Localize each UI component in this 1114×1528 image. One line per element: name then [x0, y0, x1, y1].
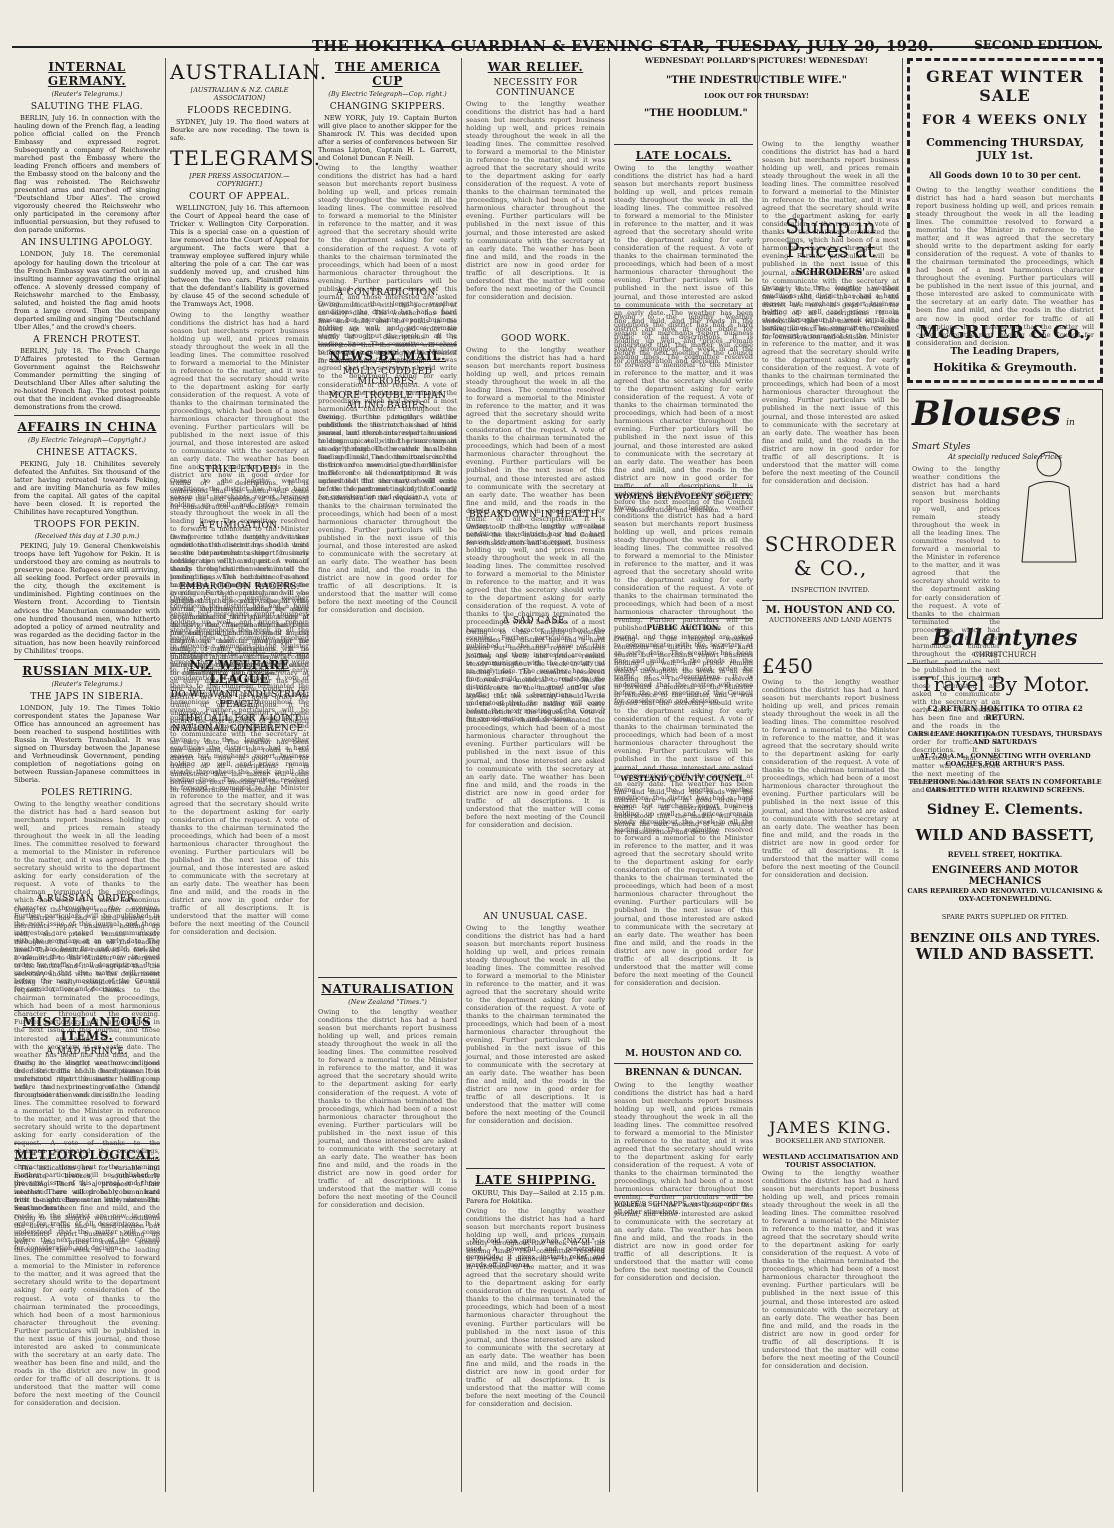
sale-title: GREAT WINTER SALE — [926, 67, 1084, 105]
subheadline: STRIKE ENDED. — [198, 464, 281, 475]
masthead — [12, 8, 1102, 55]
subheadline: CHANGING SKIPPERS. — [329, 102, 446, 112]
column-rule — [757, 58, 758, 1492]
wolfe-ad: WOLFE'S SCHNAPPS, vastly superior to all other stimulants. — [614, 1200, 749, 1216]
theatre-ad — [614, 56, 899, 136]
benzine: BENZINE OILS AND TYRES. — [909, 931, 1101, 945]
article-text: BERLIN, July 16. In connection with the hauling down of the French flag, a leading police official called on the French Embassy and expressed regret. Subsequently a company of Reichswehr marched past the Embassy where the leading French officers and members of the Embassy stood on the balcony and the flag was rehoisted. The Reichswehr presented arms and marched off singing "Deutschland Uber Alles". The crowd vigorously cheered the Reichswehr who only participated in the ceremony after influential persuasion, but they refused to don parade uniforms. — [14, 114, 160, 235]
subheadline: AN INSULTING APOLOGY. — [21, 238, 153, 249]
article-filler — [762, 140, 899, 210]
theatre-line: LOOK OUT FOR THURSDAY! — [704, 92, 809, 100]
subheadline: DO WE WANT INDUSTRIAL PEACE? — [170, 689, 309, 710]
wild-bassett-2: WILD AND BASSETT. — [915, 945, 1095, 963]
article-text: The indications are for variable and moderate breezes, south-westerly prevailing. There is a prospect of fair weather. There will probably be a hard frost to-night. Barometer little movement. Seas moderate. — [14, 1164, 160, 1213]
sale-text — [916, 186, 1094, 316]
lady-figure-icon — [1004, 442, 1094, 562]
newspaper-title: THE HOKITIKA GUARDIAN & EVENING STAR, TUESDAY, JULY 20, 1920. — [312, 38, 935, 55]
acclim: WESTLAND ACCLIMATISATION AND TOURIST ASSOCIATION. — [762, 1153, 899, 1169]
repairs: CARS REPAIRED AND RENOVATED. VULCANISING & OXY-ACETONEWELDING. — [907, 887, 1103, 903]
headline: WAR RELIEF. — [487, 60, 584, 74]
classifieds — [614, 313, 753, 483]
blouse-list — [912, 465, 1000, 625]
divider — [14, 415, 160, 416]
article-text: PEKING, July 18. Chihilites severely defeated the Anfuites. Six thousand of the latter having retreated towards Peking, and are inviting Manchuria as few miles from the capital. All gates of the capital have been closed. It is reported the Chihilites have recaptured Yongthun. — [14, 460, 160, 517]
column-rule — [609, 58, 610, 1492]
blouses-sub: in Smart Styles — [912, 418, 1075, 452]
byline: (New Zealand "Times.") — [348, 998, 427, 1007]
ballantynes: Ballantynes — [932, 625, 1078, 651]
article-filler — [466, 628, 605, 908]
article-text: LONDON, July 19. The Times Tokio correspondent states the Japanese War Office has announced an agreement has been reached to suspend hostilities with Russia in Western Transbaikal. It was signed on Thursday between the Japanese and Verhneudinsk Government, pending completion of negotiations going on between Russian-Japanese committees in Siberia. — [14, 703, 160, 784]
article-filler — [318, 413, 457, 973]
article-filler — [614, 1081, 753, 1191]
column-rule — [902, 58, 903, 1492]
houston-ad: M. HOUSTON AND CO. — [765, 605, 896, 616]
article-text: BERLIN, July 18. The French Charge D'Affaires protested to the German Government against the Reichswehr Commander permitting the singing of Deutschland Uber Alles after saluting the re-hoisted French flag. The protest points out that the incident evoked disagreeable demonstrations from the crowd. — [14, 346, 160, 411]
headline: LATE LOCALS. — [635, 149, 732, 162]
slump-ad: Prices at — [785, 238, 876, 262]
byline: (Reuter's Telegrams.) — [51, 679, 123, 688]
headline: TELEGRAMS. — [170, 146, 322, 171]
subheadline: MOLLY-CODDLED MICROBES. — [342, 367, 433, 388]
subheadline: A FRENCH PROTEST. — [33, 334, 141, 345]
divider — [318, 977, 457, 978]
headline: NATURALISATION — [321, 982, 454, 997]
column-1 — [14, 56, 160, 1496]
headline: AFFAIRS IN CHINA — [17, 420, 157, 435]
edition-label: SECOND EDITION. — [974, 38, 1102, 52]
subheadline: A CONTRADICTION. — [336, 288, 439, 299]
subheadline: A MAD PRINCE. — [46, 1047, 128, 1057]
article-filler — [170, 477, 309, 517]
subheadline: MORE TROUBLE THAN AILING BABIES. — [328, 391, 447, 412]
leading-drapers: The Leading Drapers, — [950, 347, 1060, 357]
houston-name: M. HOUSTON AND CO. — [625, 1049, 742, 1059]
sale-ad — [907, 58, 1103, 383]
subheadline: POLES RETIRING. — [41, 788, 133, 798]
byline: [PER PRESS ASSOCIATION.—COPYRIGHT.] — [189, 172, 290, 189]
article-filler — [318, 300, 457, 340]
article-filler — [170, 533, 309, 578]
blouses-sub2: At specially reduced Sale Prices — [948, 453, 1062, 461]
slump-ad: SCHRODERS' — [796, 268, 865, 278]
article-filler — [170, 736, 309, 1416]
sale-weeks: FOR 4 WEEKS ONLY — [922, 113, 1088, 128]
column-2 — [170, 56, 328, 1496]
inspection: INSPECTION INVITED. — [791, 586, 870, 594]
divider — [466, 1168, 605, 1169]
subheadline: SALUTING THE FLAG. — [30, 102, 144, 112]
slump-ad: Slump in — [785, 214, 876, 238]
article-filler — [614, 164, 753, 304]
subheadline: BREAKDOWN IN HEALTH. — [469, 510, 602, 520]
byline: (Received this day at 1.30 p.m.) — [34, 532, 140, 541]
subheadline: A FUMIGATION. — [198, 520, 281, 531]
article-filler — [14, 906, 160, 1006]
subheadline: THE CALL FOR A JOINT NATIONAL CONFERENCE. — [172, 713, 307, 734]
article-filler — [318, 1008, 457, 1528]
divider — [614, 144, 753, 145]
column-5 — [614, 140, 753, 1496]
wild-bassett: WILD AND BASSETT, — [915, 826, 1095, 844]
houston-sub: AUCTIONEERS AND LAND AGENTS — [769, 616, 892, 624]
column-rule — [313, 58, 314, 1492]
article-filler — [614, 786, 753, 1046]
sale-discount: All Goods down 10 to 30 per cent. — [929, 170, 1081, 180]
classifieds — [762, 284, 899, 524]
article-text: OKURU, This Day—Sailed at 2.15 p.m. Parera for Hokitika. — [466, 1189, 605, 1206]
article-filler — [614, 504, 753, 614]
engineers: ENGINEERS AND MOTOR MECHANICS — [931, 865, 1079, 887]
spare-parts: SPARE PARTS SUPPLIED OR FITTED. — [941, 913, 1069, 921]
sidney-clements: Sidney E. Clements. — [926, 802, 1084, 818]
column-rule — [165, 58, 166, 1492]
theatre-feature: "THE INDESTRUCTIBLE WIFE." — [666, 75, 847, 86]
article-text: NEW YORK, July 19. Captain Burton will give place to another skipper for the Shamrock IV. This was decided upon after a series of conferences between Sir Thomas Lipton, Captain H. L. Garrett, and Colonel Duncan F. Neill. — [318, 114, 457, 163]
article-filler — [466, 346, 605, 506]
cars-leave: CARS LEAVE HOKITIKA ON TUESDAYS, THURSDAYS AND SATURDAYS — [907, 730, 1103, 746]
mcgruer: McGRUER & Co., — [918, 322, 1092, 343]
subheadline: THE JAPS IN SIBERIA. — [30, 691, 144, 702]
article-filler — [762, 1169, 899, 1269]
byline: [AUSTRALIAN & N.Z. CABLE ASSOCIATION] — [190, 86, 289, 102]
article-filler — [170, 311, 309, 461]
headline: INTERNAL GERMANY. — [47, 60, 127, 88]
schroder-ad: & CO., — [793, 556, 868, 580]
nazol-ad: No cold can grip when "NAZOL" is used. A powerful and penetrating germicide, it gives instant relief and wards off influenza. — [466, 1237, 605, 1270]
article-filler — [466, 924, 605, 1164]
divider — [14, 659, 160, 660]
article-text: SYDNEY, July 19. The flood waters at Bourke are now receding. The town is safe. — [170, 118, 309, 143]
schroder-ad: SCHRODER — [764, 532, 897, 556]
telephone: TELEPHONE No. 131 FOR SEATS IN COMFORTABLE CARS FITTED WITH REARWIND SCREENS. — [908, 778, 1102, 794]
blouses-ad — [907, 389, 1103, 619]
headline: THE AMERICA CUP — [334, 60, 441, 88]
subheadline: TROOPS FOR PEKIN. — [34, 520, 140, 531]
article-text: WELLINGTON, July 16. This afternoon the Court of Appeal heard the case of Tricker v. Wellington City Corporation. This is a special case on a question of law removed into the Court of Appeal for argument. The facts were that a tramway employee suffered injury while altering the pole of a car. The car was suddenly moved up, and crushed him between the two cars. Plaintiff claims that the defendant's liability is governed by clause 45 of the second schedule of the Tramways Act, 1908. — [170, 204, 309, 309]
subheadline: COURT OF APPEAL. — [189, 192, 290, 203]
article-filler — [14, 800, 160, 890]
article-filler — [14, 1059, 160, 1139]
byline: (By Electric Telegraph—Copyright.) — [28, 436, 146, 445]
article-filler — [466, 1207, 605, 1237]
column-rule — [461, 58, 462, 1492]
divider — [614, 1063, 753, 1064]
notice-heading: PUBLIC AUCTION. — [646, 623, 721, 632]
subheadline: NECESSITY FOR CONTINUANCE — [493, 78, 578, 98]
price-tag: £450 — [762, 654, 813, 678]
brennan-name: BRENNAN & DUNCAN. — [625, 1068, 742, 1078]
headline: N.Z WELFARE LEAGUE — [189, 657, 290, 686]
headline: NEWS BY MAIL. — [329, 349, 446, 364]
headline: METEOROLOGICAL. — [14, 1148, 160, 1162]
headline: LATE SHIPPING. — [475, 1173, 596, 1187]
hokitika-greymouth: Hokitika & Greymouth. — [933, 361, 1077, 374]
headline: MISCELLANEOUS ITEMS. — [22, 1015, 152, 1043]
article-filler — [170, 594, 309, 649]
headline: RUSSIAN MIX-UP. — [22, 663, 152, 678]
christchurch: CHRISTCHURCH — [973, 651, 1037, 659]
article-filler — [466, 522, 605, 612]
theatre-line: WEDNESDAY! POLLARD'S PICTURES! WEDNESDAY! — [644, 56, 869, 65]
notice-heading: WESTLAND COUNTY COUNCIL. — [620, 774, 747, 783]
article-text: LONDON, July 18. The ceremonial apology for hauling down the tricolour at the French Embassy was carried out in an insulting manner aggravating the original offence. A slovenly dressed company of Reichswehr marched to the Embassy, saluted, and hoisted the flag amid hoots from a large crowd. Then the company departed smiling and singing "Deutschland Uber Alles," and the crowd's cheers. — [14, 250, 160, 331]
subheadline: GOOD WORK. — [500, 334, 570, 344]
byline: (By Electric Telegraph—Cop. right.) — [328, 90, 447, 98]
subheadline: CHINESE ATTACKS. — [36, 448, 138, 459]
subheadline: AN UNUSUAL CASE. — [483, 912, 588, 922]
subheadline: FLOODS RECEDING. — [187, 106, 292, 116]
classifieds — [762, 678, 899, 1118]
revell: REVELL STREET, HOKITIKA. — [947, 850, 1063, 859]
column-4 — [466, 56, 605, 1496]
theatre-feature: "THE HOODLUM." — [644, 108, 748, 119]
column-3 — [318, 56, 457, 1496]
sale-date: Commencing THURSDAY, JULY 1st. — [926, 136, 1084, 162]
column-6 — [762, 140, 899, 1496]
james-king: JAMES KING. — [769, 1118, 892, 1137]
subheadline: A SAD CASE. — [502, 616, 569, 626]
headline: AUSTRALIAN. — [170, 60, 328, 84]
byline: (Reuter's Telegrams.) — [51, 90, 123, 98]
article-filler — [614, 635, 753, 765]
subheadline: A RUSSIAN ORDER. — [36, 894, 138, 904]
subheadline: EMBARGO ON RACERS. — [179, 581, 300, 592]
divider — [762, 600, 899, 601]
travel-motor: Travel By Motor. — [920, 672, 1090, 696]
return-fare: £2 RETURN HOKITIKA TO OTIRA £2 RETURN. — [927, 704, 1083, 722]
article-filler — [318, 164, 457, 284]
column-7 — [907, 58, 1103, 1498]
article-text: PEKING, July 19. General Chenkweishis troops have left Yugohow for Pekin. It is understood they are coming as neutrals to preserve peace. Refugees are still arriving, all seeking food. Perfect order prevails in the city, though the excitement is undiminished. Fighting continues on the Western front. According to Tientsin advices the Manchurian commander with one hundred thousand men, who hitherto adopted a policy of armed neutrality and was regarded as the deciding factor in the situation, has now been heavily reinforced by Chihilites' troops. — [14, 542, 160, 655]
departure: AT 7.20 A.M., CONNECTING WITH OVERLAND COACHES FOR ARTHUR'S PASS. — [919, 752, 1091, 768]
james-king-sub: BOOKSELLER AND STATIONER. — [775, 1137, 886, 1145]
blouses-title: Blouses — [912, 394, 1061, 434]
article-filler — [466, 100, 605, 330]
article-filler — [14, 1214, 160, 1514]
notice-heading: WOMENS BENEVOLENT SOCIETY. — [615, 492, 752, 501]
